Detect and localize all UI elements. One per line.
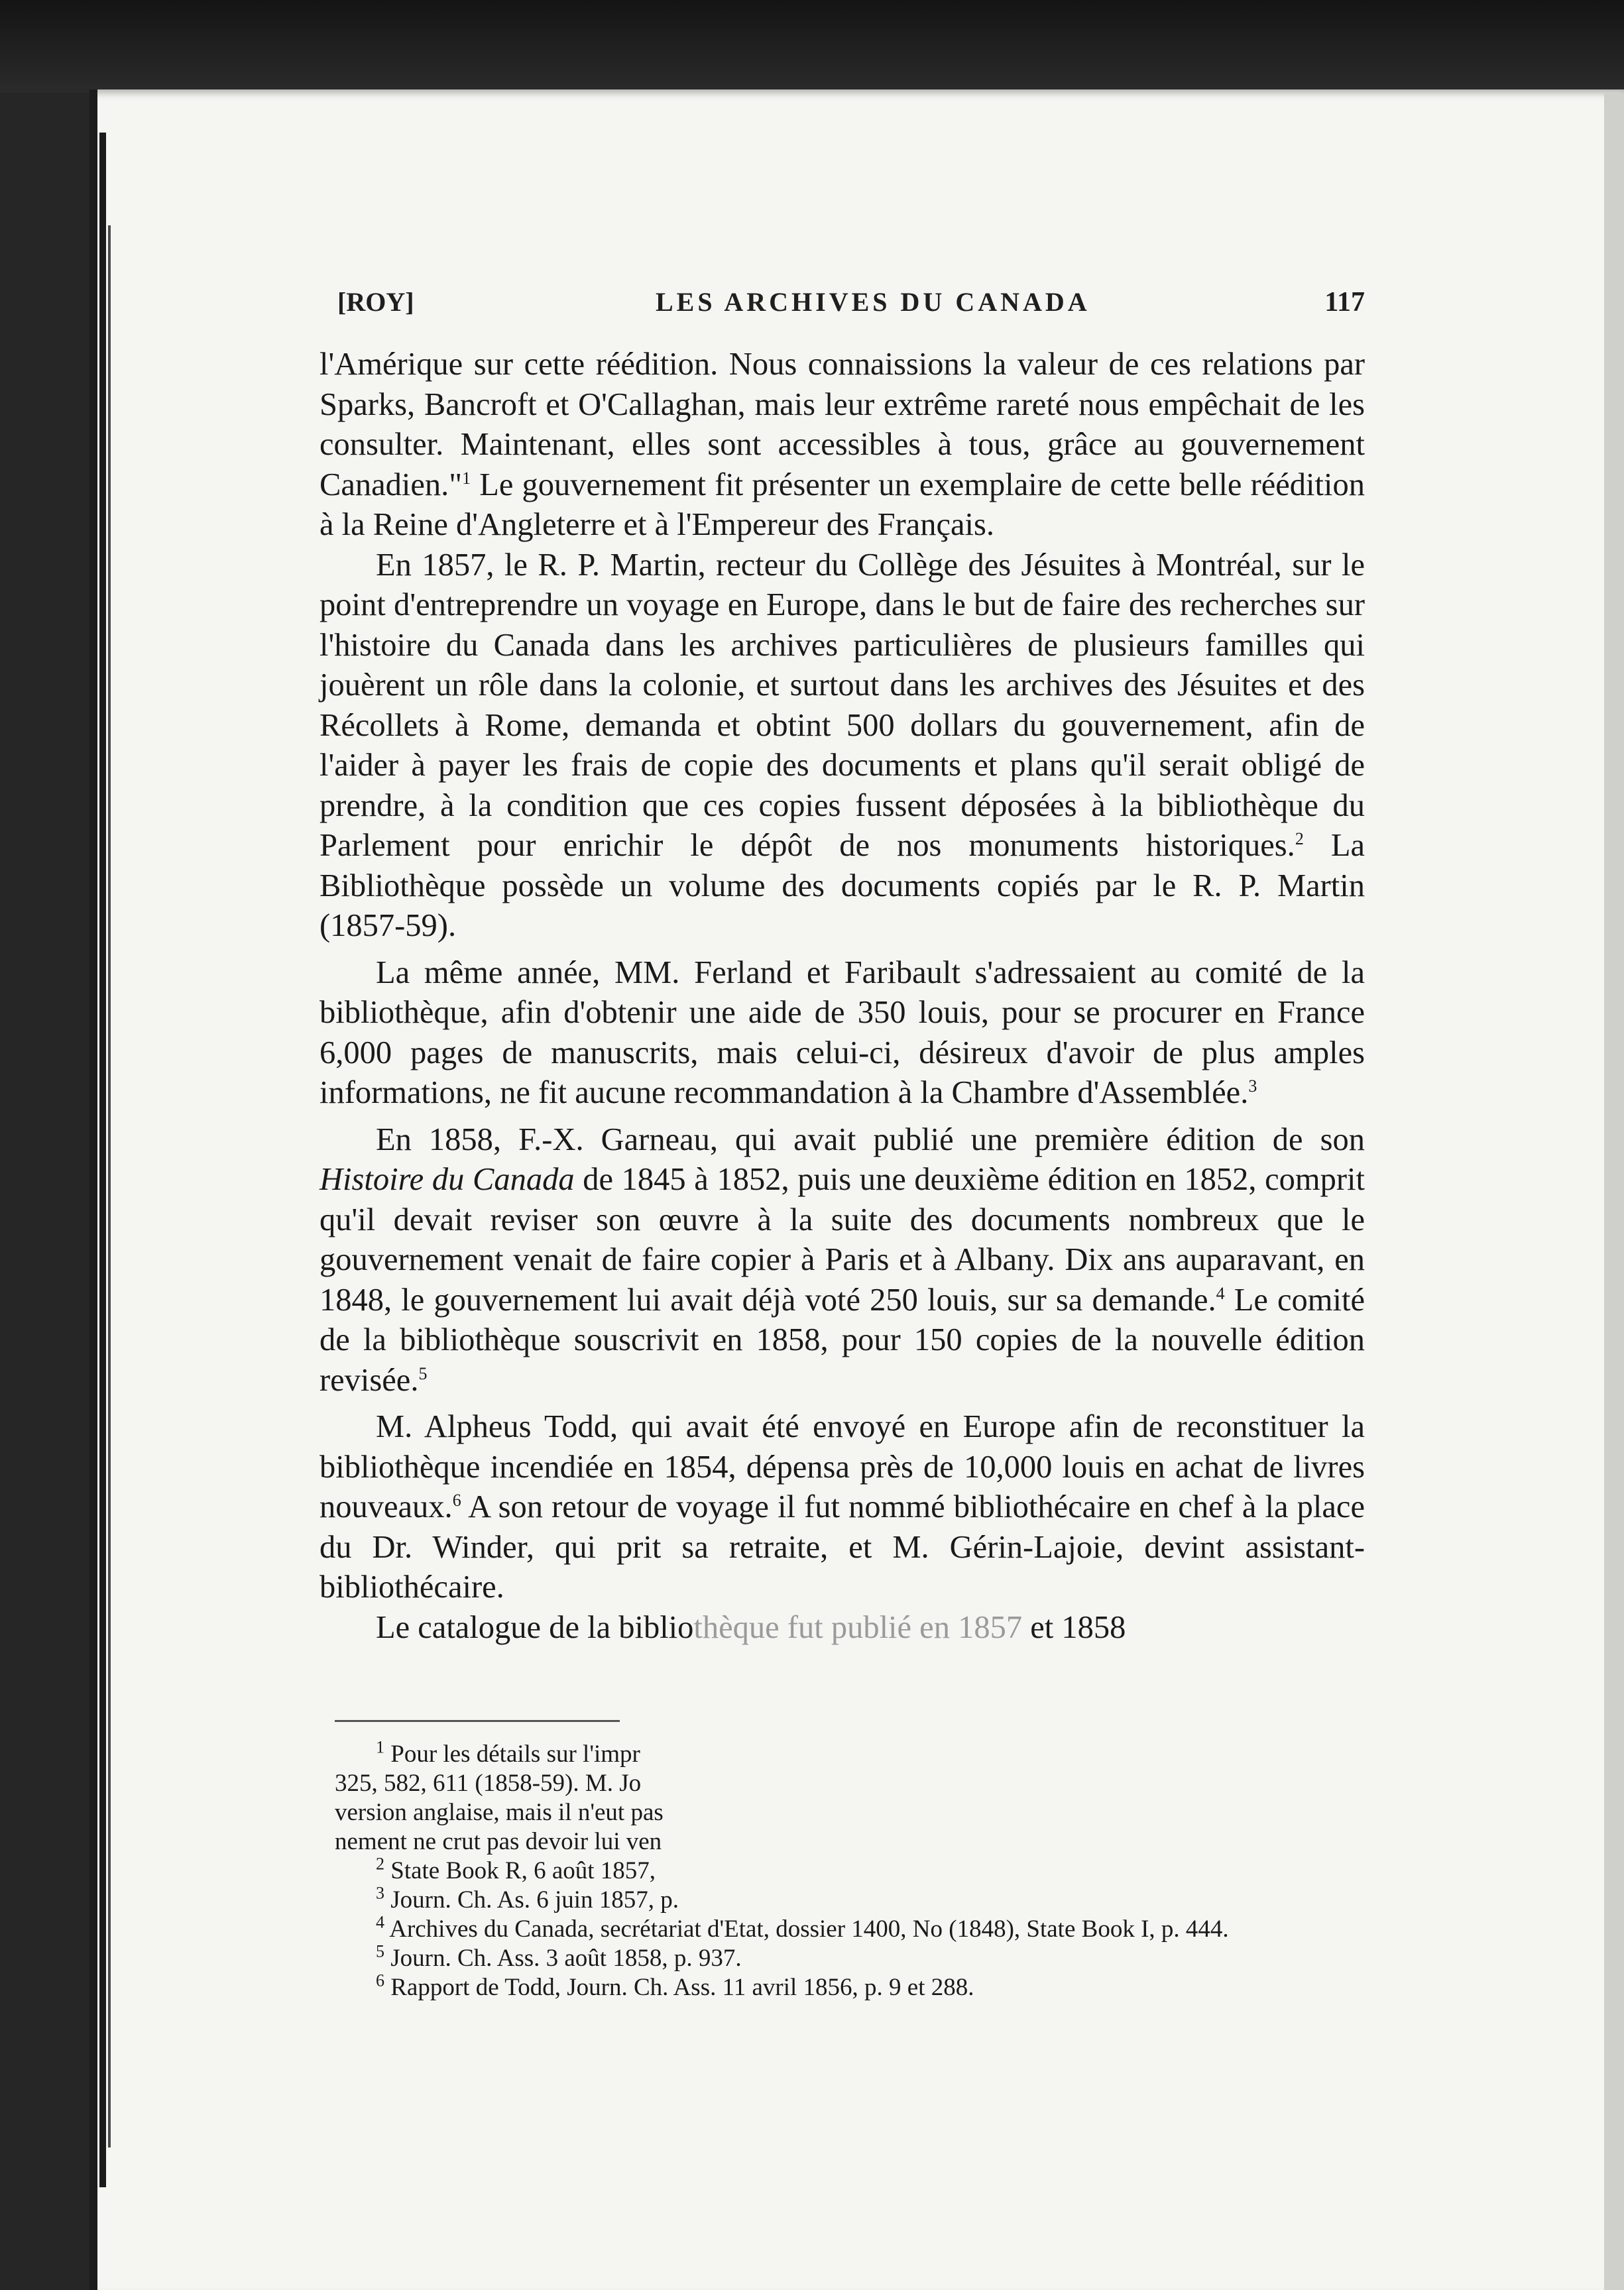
- paragraph: [319, 953, 1365, 1114]
- footnote: [335, 1737, 1352, 1769]
- running-header: [337, 286, 1365, 326]
- paragraph-text: l'Amérique sur cette réédition. Nous connaissions la valeur de ces relations par Sparks, Bancroft et O'Callaghan, mais leur extrême rareté nous empêchait de les consulter. Maintenant, elles sont accessibles à tous, grâce au gouvernement Canadien.": [319, 347, 1365, 502]
- footnote-divider: [335, 1720, 620, 1722]
- footnote-number: 6: [376, 1971, 384, 1990]
- footnote-line: version anglaise, mais il n'eut pas: [335, 1799, 664, 1826]
- footnote-number: 2: [376, 1854, 384, 1874]
- paragraph: [319, 1608, 1365, 1648]
- footnote: [335, 1883, 1352, 1915]
- paragraph-text: M. Alpheus Todd, qui avait été envoyé en Europe afin de reconstituer la bibliothèque incendiée en 1854, dépensa près de 10,000 louis en achat de livres nouveaux.: [319, 1409, 1365, 1524]
- footnote-text: Journ. Ch. As. 6 juin 1857, p.: [390, 1886, 679, 1914]
- footnote: [335, 1912, 1352, 1944]
- paragraph-text: Le comité de la bibliothèque souscrivit en 1858, pour 150 copies de la nouvelle édition revisée.: [319, 1282, 1365, 1398]
- footnote: [335, 1973, 1352, 2002]
- paragraph-text: La même année, MM. Ferland et Faribault s'adressaient au comité de la bibliothèque, afin d'obtenir une aide de 350 louis, pour se procurer en France 6,000 pages de manuscrits, mais celui-ci, désireux d'avoir de plus amples informations, ne fit aucune recommandation à la Chambre d'Assemblée.: [319, 954, 1365, 1110]
- paragraph-text: Le gouvernement fit présenter un exemplaire de cette belle réédition à la Reine d'Angleterre et à l'Empereur des Français.: [319, 467, 1365, 542]
- footnote-ref: 2: [1295, 829, 1304, 848]
- footnote-number: 5: [376, 1941, 384, 1961]
- footnote-ref: 3: [1248, 1076, 1257, 1096]
- paragraph: [319, 1120, 1365, 1401]
- page-binding-edge: [99, 133, 106, 2187]
- footnote-ref: 4: [1216, 1283, 1225, 1303]
- paragraph: [319, 545, 1365, 946]
- paragraph-text: En 1857, le R. P. Martin, recteur du Collège des Jésuites à Montréal, sur le point d'entreprendre un voyage en Europe, dans le but de faire des recherches sur l'histoire du Canada dans les archives particulières de plusieurs familles qui jouèrent un rôle dans la colonie, et surtout dans les archives des Jésuites et des Récollets à Rome, demanda et obtint 500 dollars du gouvernement, afin de l'aider à payer les frais de copie des documents et plans qu'il serait obligé de prendre, à la condition que ces copies fussent déposées à la bibliothèque du Parlement pour enrichir le dépôt de nos monuments historiques.: [319, 547, 1365, 863]
- footnote-line: 325, 582, 611 (1858-59). M. Jo: [335, 1770, 642, 1797]
- page-binding-shadow: [108, 225, 111, 2147]
- book-title: Histoire du Canada: [319, 1162, 575, 1197]
- paragraph: [319, 345, 1365, 545]
- footnote-number: 4: [376, 1912, 384, 1932]
- footnote-number: 3: [376, 1883, 384, 1903]
- footnote-text: Journ. Ch. Ass. 3 août 1858, p. 937.: [390, 1945, 742, 1972]
- body-text: [319, 345, 1365, 1648]
- faded-text: thèque fut publié en 1857: [693, 1609, 1023, 1645]
- paragraph-text: Le catalogue de la biblio: [376, 1609, 694, 1645]
- paragraph-text: La Bibliothèque possède un volume des documents copiés par le R. P. Martin (1857-59).: [319, 828, 1365, 943]
- paragraph: [319, 1407, 1365, 1608]
- page-right-edge: [1604, 93, 1624, 2290]
- paragraph-text: de 1845 à 1852, puis une deuxième édition en 1852, comprit qu'il devait reviser son œuvre à la suite des documents nombreux que le gouvernement venait de faire copier à Paris et à Albany. Dix ans auparavant, en 1848, le gouvernement lui avait déjà voté 250 louis, sur sa demande.: [319, 1162, 1365, 1318]
- header-author: [ROY]: [337, 287, 414, 317]
- footnote-text: State Book R, 6 août 1857,: [390, 1857, 656, 1884]
- footnote-text: Pour les détails sur l'impr: [390, 1741, 640, 1768]
- scan-background: [0, 0, 1624, 93]
- page-number: 117: [1324, 287, 1365, 317]
- footnote-ref: 1: [462, 468, 471, 488]
- footnote-ref: 5: [418, 1363, 428, 1383]
- footnote-line: nement ne crut pas devoir lui ven: [335, 1828, 662, 1855]
- paragraph-text: En 1858, F.-X. Garneau, qui avait publié une première édition de son: [376, 1121, 1365, 1157]
- footnote-text: Rapport de Todd, Journ. Ch. Ass. 11 avril 1856, p. 9 et 288.: [390, 1974, 974, 2001]
- paragraph-text: et 1858: [1022, 1609, 1126, 1645]
- footnote-ref: 6: [452, 1490, 461, 1510]
- paragraph-text: A son retour de voyage il fut nommé bibliothécaire en chef à la place du Dr. Winder, qui prit sa retraite, et M. Gérin-Lajoie, devint assistant-bibliothécaire.: [319, 1489, 1365, 1605]
- footnote: [335, 1854, 1352, 1886]
- footnotes: [335, 1737, 1352, 2002]
- header-title: LES ARCHIVES DU CANADA: [656, 287, 1090, 317]
- footnote: [335, 1941, 1352, 1973]
- footnote-text: Archives du Canada, secrétariat d'Etat, dossier 1400, No (1848), State Book I, p. 444.: [389, 1916, 1229, 1943]
- footnote-number: 1: [376, 1737, 384, 1757]
